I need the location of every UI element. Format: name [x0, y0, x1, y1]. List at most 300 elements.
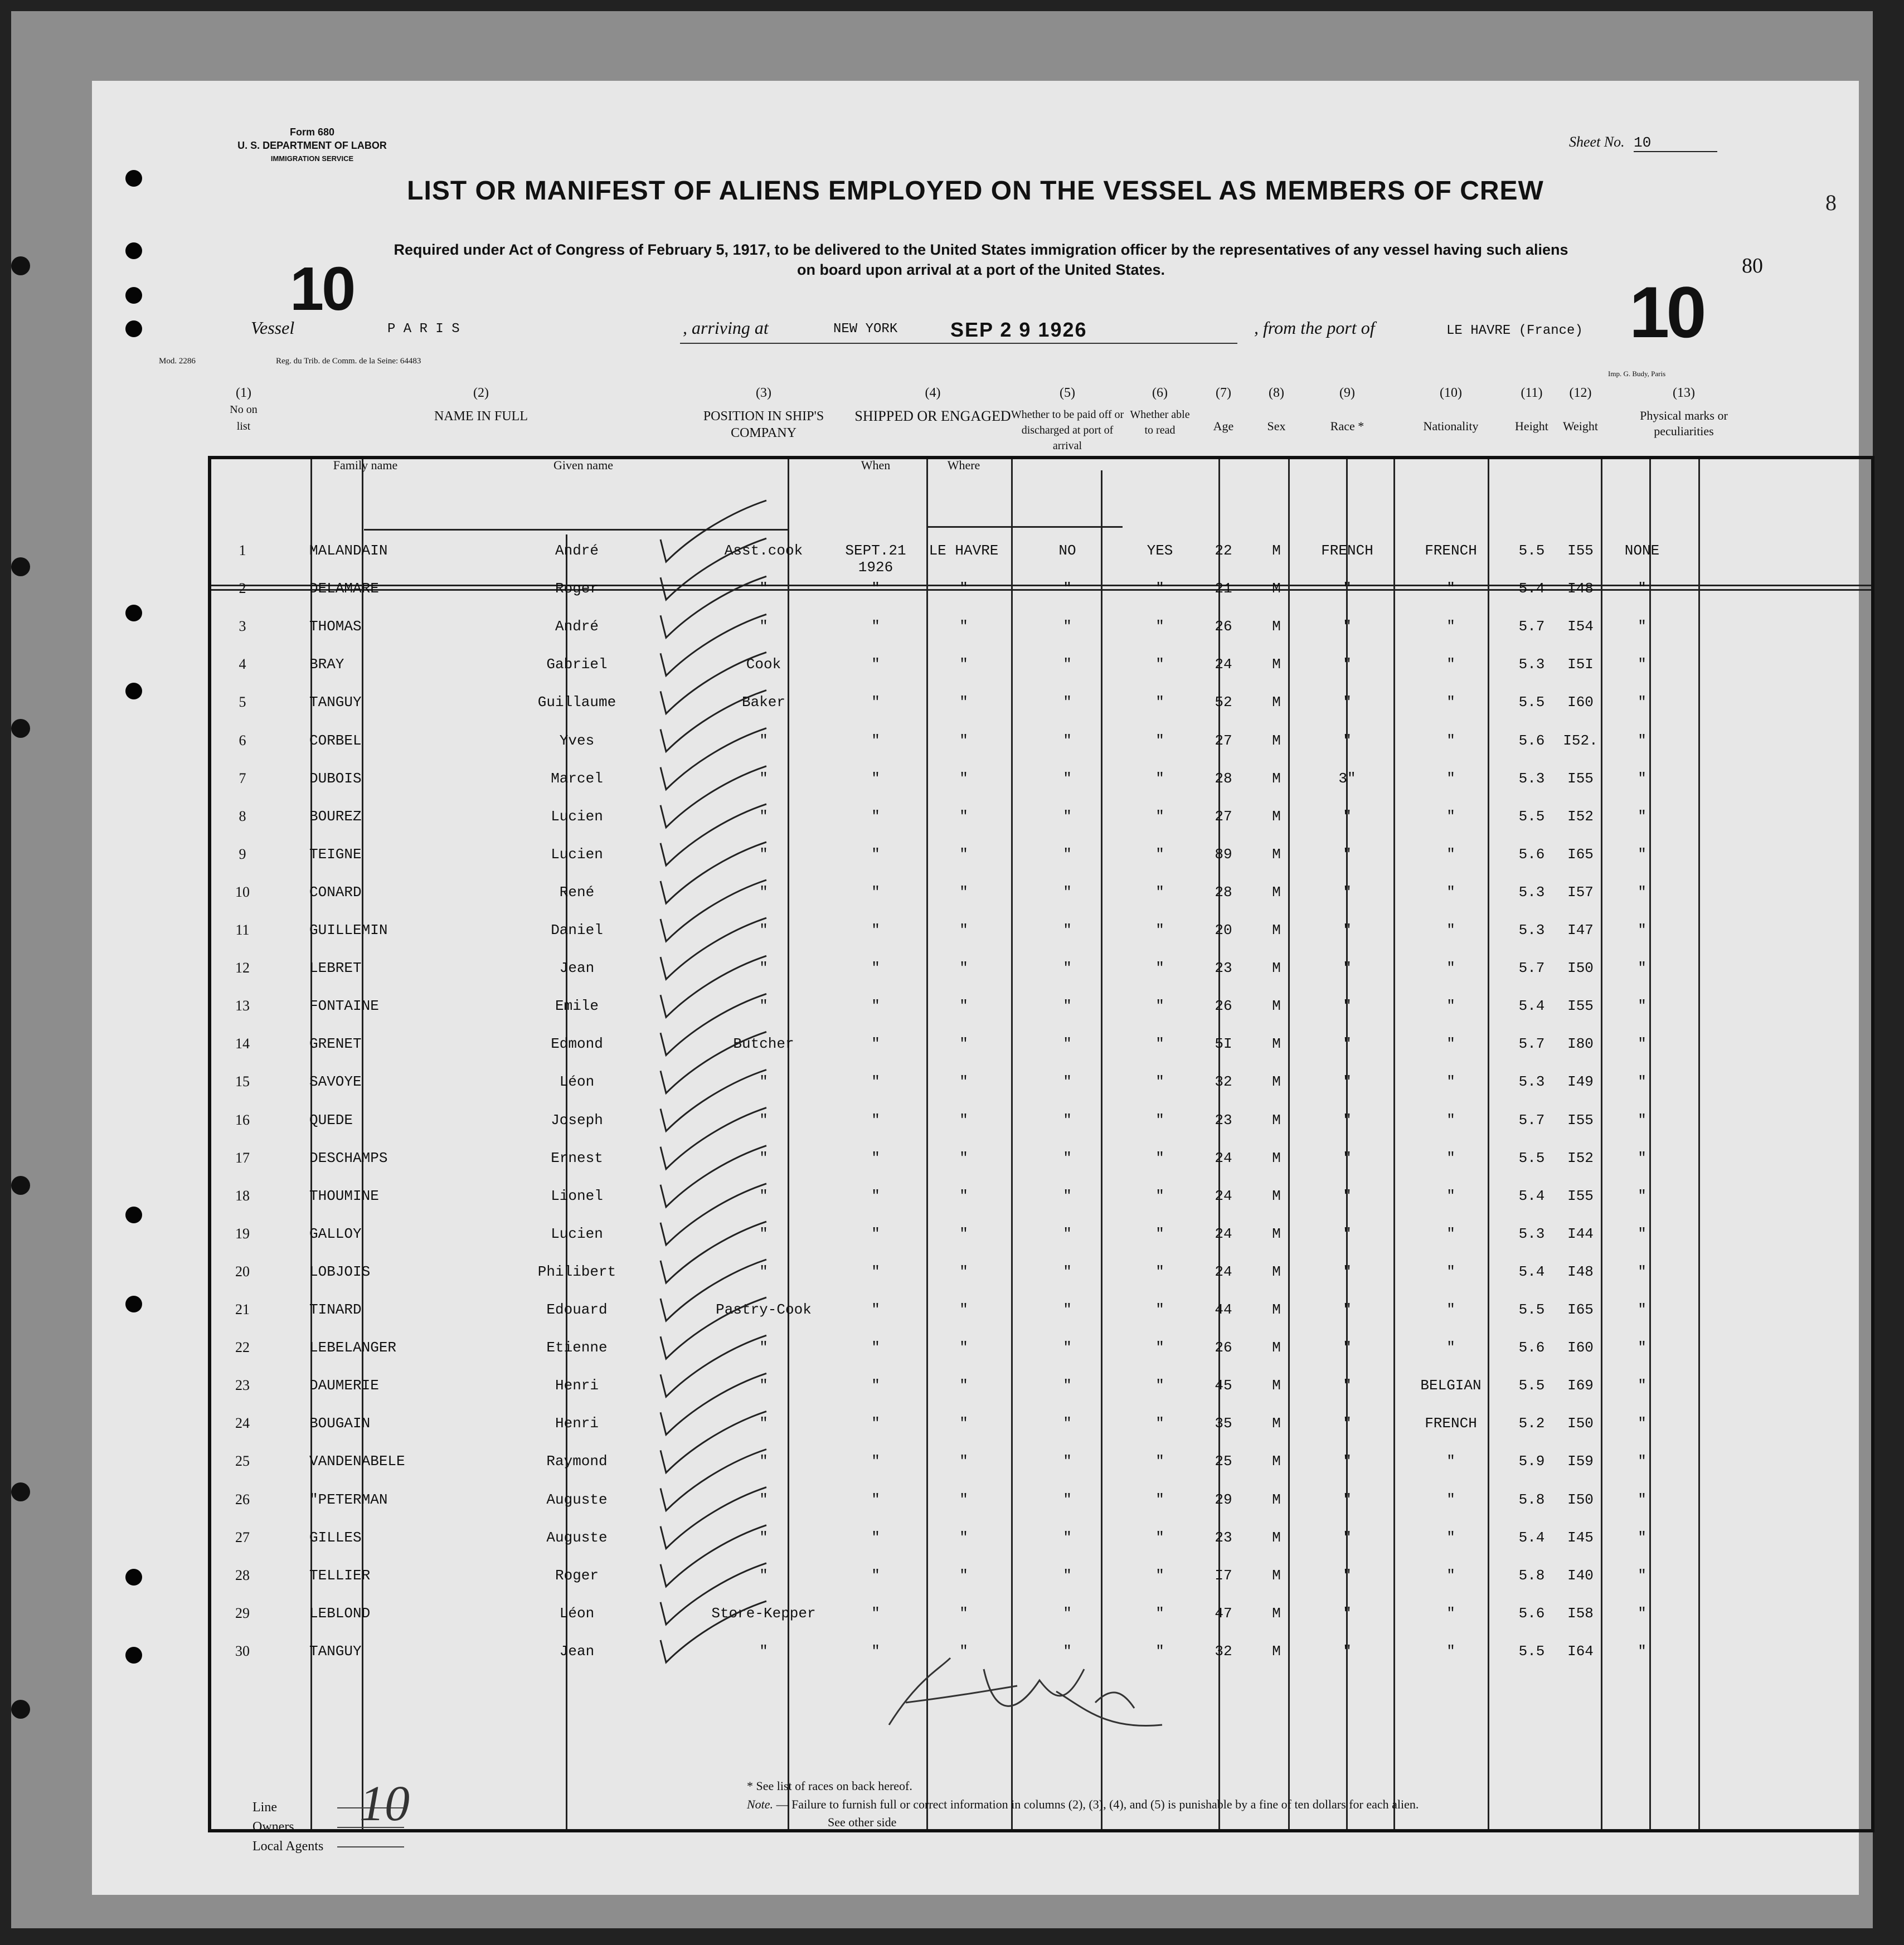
cell-no: 25	[235, 1453, 250, 1470]
col1-header: (1) No on list	[230, 386, 258, 432]
cell-marks: "	[1638, 1453, 1646, 1470]
cell-when: "	[871, 1149, 880, 1166]
cell-paid: "	[1063, 960, 1072, 977]
check-mark	[660, 1525, 766, 1587]
cell-nat: "	[1446, 1149, 1455, 1166]
punch-hole	[125, 605, 142, 621]
cell-weight: I52	[1567, 1149, 1594, 1166]
cell-weight: I52	[1567, 808, 1594, 825]
cell-paid: "	[1063, 883, 1072, 901]
check-mark	[660, 1373, 766, 1435]
cell-weight: I55	[1567, 1111, 1594, 1129]
cell-position: "	[759, 618, 768, 635]
cell-position: "	[759, 732, 768, 749]
cell-race: "	[1343, 694, 1352, 711]
manifest-sheet	[92, 81, 1859, 1895]
cell-paid: "	[1063, 1187, 1072, 1204]
cell-weight: I64	[1567, 1642, 1594, 1660]
cell-given: Léon	[559, 1604, 595, 1622]
cell-position: "	[759, 1377, 768, 1394]
cell-sex: M	[1272, 1339, 1281, 1356]
cell-given: Emile	[555, 998, 599, 1015]
check-mark	[660, 614, 766, 675]
check-mark	[660, 1487, 766, 1549]
cell-marks: "	[1638, 1604, 1646, 1622]
cell-nat: "	[1446, 580, 1455, 597]
cell-race: "	[1343, 1453, 1352, 1470]
cell-given: Léon	[559, 1073, 595, 1091]
cell-paid: "	[1063, 1073, 1072, 1091]
owners-label: Owners	[252, 1820, 294, 1834]
cell-read: "	[1155, 1377, 1164, 1394]
cell-nat: "	[1446, 694, 1455, 711]
check-mark	[660, 994, 766, 1055]
cell-weight: I50	[1567, 960, 1594, 977]
cell-sex: M	[1272, 1491, 1281, 1508]
cell-nat: "	[1446, 1453, 1455, 1470]
cell-paid: "	[1063, 1225, 1072, 1242]
cell-age: 20	[1215, 922, 1232, 939]
cell-paid: "	[1063, 922, 1072, 939]
cell-race: "	[1343, 998, 1352, 1015]
cell-position: "	[759, 1225, 768, 1242]
cell-no: 23	[235, 1377, 250, 1394]
col4-header: (4) SHIPPED OR ENGAGED	[854, 386, 1011, 424]
cell-height: 5.6	[1518, 845, 1545, 863]
cell-position: "	[759, 808, 768, 825]
col7-header: (7) Age	[1213, 386, 1234, 433]
cell-nat: "	[1446, 1187, 1455, 1204]
cell-where: "	[959, 1149, 968, 1166]
cell-given: Joseph	[551, 1111, 603, 1129]
cell-age: 28	[1215, 883, 1232, 901]
cell-read: "	[1155, 1491, 1164, 1508]
cell-paid: "	[1063, 656, 1072, 673]
cell-sex: M	[1272, 998, 1281, 1015]
cell-weight: I57	[1567, 883, 1594, 901]
cell-height: 5.4	[1518, 580, 1545, 597]
cell-where: "	[959, 1111, 968, 1129]
cell-family: LEBELANGER	[309, 1339, 397, 1356]
check-mark	[660, 918, 766, 979]
cell-read: "	[1155, 883, 1164, 901]
cell-height: 5.3	[1518, 1073, 1545, 1091]
cell-sex: M	[1272, 618, 1281, 635]
cell-family: TANGUY	[309, 694, 362, 711]
cell-paid: "	[1063, 1301, 1072, 1318]
line-label: Line	[252, 1800, 277, 1815]
cell-when: SEPT.21	[845, 542, 906, 559]
cell-position: "	[759, 580, 768, 597]
cell-given: Etienne	[546, 1339, 608, 1356]
arriving-label: , arriving at	[683, 318, 769, 338]
cell-no: 4	[239, 656, 246, 673]
cell-read: "	[1155, 922, 1164, 939]
cell-read: "	[1155, 1263, 1164, 1280]
cell-weight: I45	[1567, 1529, 1594, 1546]
cell-position: Butcher	[733, 1035, 794, 1053]
cell-race: "	[1343, 1529, 1352, 1546]
cell-family: DAUMERIE	[309, 1377, 379, 1394]
cell-race: "	[1343, 1035, 1352, 1053]
cell-race: "	[1343, 1073, 1352, 1091]
cell-nat: FRENCH	[1425, 542, 1477, 559]
cell-family: FONTAINE	[309, 998, 379, 1015]
cell-weight: I47	[1567, 922, 1594, 939]
cell-sex: M	[1272, 1377, 1281, 1394]
cell-when: "	[871, 732, 880, 749]
cell-marks: "	[1638, 1035, 1646, 1053]
cell-no: 28	[235, 1567, 250, 1583]
cell-marks: "	[1638, 1339, 1646, 1356]
races-note: * See list of races on back hereof.	[747, 1779, 912, 1793]
cell-family: DELAMARE	[309, 580, 379, 597]
cell-read: "	[1155, 580, 1164, 597]
cell-nat: "	[1446, 1604, 1455, 1622]
cell-nat: "	[1446, 1301, 1455, 1318]
cell-nat: "	[1446, 845, 1455, 863]
cell-height: 5.7	[1518, 1111, 1545, 1129]
cell-sex: M	[1272, 1529, 1281, 1546]
sheet-number: 10	[1634, 134, 1717, 152]
cell-paid: "	[1063, 1149, 1072, 1166]
inspector-signature	[872, 1636, 1184, 1747]
cell-position: Baker	[741, 694, 785, 711]
cell-nat: "	[1446, 1073, 1455, 1091]
cell-age: 24	[1215, 1187, 1232, 1204]
cell-sex: M	[1272, 580, 1281, 597]
cell-where: "	[959, 998, 968, 1015]
cell-height: 5.8	[1518, 1567, 1545, 1584]
cell-weight: I69	[1567, 1377, 1594, 1394]
cell-when: "	[871, 1111, 880, 1129]
cell-read: "	[1155, 1339, 1164, 1356]
cell-given: Guillaume	[537, 694, 616, 711]
cell-height: 5.5	[1518, 542, 1545, 559]
cell-no: 29	[235, 1604, 250, 1621]
cell-where: "	[959, 1073, 968, 1091]
cell-no: 22	[235, 1339, 250, 1356]
cell-race: "	[1343, 580, 1352, 597]
cell-age: I7	[1215, 1567, 1232, 1584]
cell-nat: "	[1446, 922, 1455, 939]
cell-family: LEBLOND	[309, 1604, 371, 1622]
sheet-number-field	[1569, 134, 1717, 152]
cell-age: 44	[1215, 1301, 1232, 1318]
cell-nat: "	[1446, 808, 1455, 825]
cell-weight: I55	[1567, 770, 1594, 787]
cell-position: "	[759, 883, 768, 901]
cell-given: Lionel	[551, 1187, 603, 1204]
cell-position: "	[759, 1567, 768, 1584]
check-mark	[660, 804, 766, 865]
cell-height: 5.4	[1518, 1187, 1545, 1204]
check-mark	[660, 1222, 766, 1283]
cell-height: 5.5	[1518, 1301, 1545, 1318]
cell-family: VANDENABELE	[309, 1453, 405, 1470]
cell-when: "	[871, 694, 880, 711]
cell-height: 5.7	[1518, 1035, 1545, 1053]
cell-paid: "	[1063, 1377, 1072, 1394]
cell-weight: I5I	[1567, 656, 1594, 673]
cell-when: "	[871, 1567, 880, 1584]
cell-nat: "	[1446, 770, 1455, 787]
cell-where: "	[959, 580, 968, 597]
cell-read: "	[1155, 808, 1164, 825]
cell-height: 5.3	[1518, 770, 1545, 787]
cell-paid: "	[1063, 732, 1072, 749]
col6-header: (6) Whether able to read	[1130, 386, 1190, 436]
cell-when: "	[871, 1377, 880, 1394]
cell-when: "	[871, 1225, 880, 1242]
cell-weight: I52.	[1563, 732, 1598, 749]
cell-read: "	[1155, 618, 1164, 635]
cell-sex: M	[1272, 770, 1281, 787]
cell-where: "	[959, 1604, 968, 1622]
see-other-side: See other side	[828, 1815, 897, 1829]
cell-height: 5.7	[1518, 618, 1545, 635]
cell-where: "	[959, 1263, 968, 1280]
cell-when: "	[871, 1415, 880, 1432]
cell-where: "	[959, 656, 968, 673]
cell-position: "	[759, 1263, 768, 1280]
penalty-note: Note. — Failure to furnish full or correct information in columns (2), (3), (4), and (5) is punishable by a fine of ten dollars for each alien.	[747, 1797, 1419, 1811]
cell-weight: I40	[1567, 1567, 1594, 1584]
cell-read: "	[1155, 1225, 1164, 1242]
cell-sex: M	[1272, 922, 1281, 939]
check-mark	[660, 1563, 766, 1625]
cell-where: "	[959, 1339, 968, 1356]
sheet-label: Sheet No.	[1569, 134, 1625, 150]
cell-race: "	[1343, 1642, 1352, 1660]
cell-where: "	[959, 694, 968, 711]
cell-when-year: 1926	[858, 559, 893, 576]
cell-family: BRAY	[309, 656, 344, 673]
binder-hole	[11, 1176, 30, 1195]
cell-when: "	[871, 998, 880, 1015]
printer: Imp. G. Budy, Paris	[1608, 369, 1666, 378]
cell-given: André	[555, 542, 599, 559]
cell-height: 5.2	[1518, 1415, 1545, 1432]
given-name-header: Given name	[553, 458, 613, 472]
cell-family: TELLIER	[309, 1567, 371, 1584]
check-mark	[660, 652, 766, 713]
cell-read: "	[1155, 1301, 1164, 1318]
cell-when: "	[871, 1263, 880, 1280]
cell-given: Jean	[559, 960, 595, 977]
cell-paid: "	[1063, 618, 1072, 635]
handwritten-number-left: 10	[290, 255, 354, 323]
cell-no: 5	[239, 694, 246, 711]
cell-read: "	[1155, 960, 1164, 977]
cell-given: Daniel	[551, 922, 603, 939]
cell-read: "	[1155, 1111, 1164, 1129]
cell-marks: "	[1638, 922, 1646, 939]
check-mark	[660, 1601, 766, 1662]
cell-height: 5.4	[1518, 998, 1545, 1015]
cell-position: "	[759, 1073, 768, 1091]
cell-height: 5.3	[1518, 883, 1545, 901]
cell-paid: "	[1063, 694, 1072, 711]
cell-race: "	[1343, 1377, 1352, 1394]
cell-age: 26	[1215, 998, 1232, 1015]
cell-weight: I55	[1567, 542, 1594, 559]
cell-nat: "	[1446, 1339, 1455, 1356]
cell-family: "PETERMAN	[309, 1491, 388, 1508]
cell-age: 32	[1215, 1073, 1232, 1091]
check-mark	[660, 1411, 766, 1472]
cell-nat: "	[1446, 998, 1455, 1015]
check-mark	[660, 842, 766, 903]
cell-age: 23	[1215, 1111, 1232, 1129]
cell-weight: I55	[1567, 1187, 1594, 1204]
cell-given: Philibert	[537, 1263, 616, 1280]
cell-read: "	[1155, 1529, 1164, 1546]
punch-hole	[125, 683, 142, 699]
cell-age: 24	[1215, 1263, 1232, 1280]
registration: Reg. du Trib. de Comm. de la Seine: 64483	[276, 357, 421, 366]
vessel-line-rule	[680, 343, 1237, 344]
cell-when: "	[871, 1453, 880, 1470]
cell-weight: I80	[1567, 1035, 1594, 1053]
cell-read: "	[1155, 845, 1164, 863]
cell-sex: M	[1272, 1263, 1281, 1280]
cell-no: 10	[235, 883, 250, 900]
cell-position: Cook	[746, 656, 781, 673]
cell-position: "	[759, 770, 768, 787]
cell-given: André	[555, 618, 599, 635]
check-mark	[660, 1260, 766, 1321]
col8-header: (8) Sex	[1267, 386, 1286, 433]
service: IMMIGRATION SERVICE	[270, 154, 354, 163]
cell-position: Pastry-Cook	[716, 1301, 812, 1318]
cell-race: "	[1343, 1263, 1352, 1280]
cell-family: LEBRET	[309, 960, 362, 977]
cell-marks: "	[1638, 1149, 1646, 1166]
cell-weight: I59	[1567, 1453, 1594, 1470]
cell-weight: I65	[1567, 845, 1594, 863]
local-agents-label: Local Agents	[252, 1839, 324, 1854]
cell-where: "	[959, 1301, 968, 1318]
cell-position: "	[759, 1111, 768, 1129]
cell-marks: "	[1638, 618, 1646, 635]
cell-read: "	[1155, 1187, 1164, 1204]
binder-hole	[11, 256, 30, 275]
cell-read: YES	[1147, 542, 1173, 559]
cell-no: 2	[239, 580, 246, 597]
owners-handwritten: 10	[360, 1776, 410, 1831]
cell-sex: M	[1272, 1187, 1281, 1204]
binder-hole	[11, 1700, 30, 1719]
cell-age: 47	[1215, 1604, 1232, 1622]
cell-paid: "	[1063, 1339, 1072, 1356]
cell-when: "	[871, 1642, 880, 1660]
cell-age: 25	[1215, 1453, 1232, 1470]
cell-age: 22	[1215, 542, 1232, 559]
cell-age: 24	[1215, 656, 1232, 673]
cell-read: "	[1155, 1149, 1164, 1166]
cell-weight: I49	[1567, 1073, 1594, 1091]
cell-no: 13	[235, 998, 250, 1014]
cell-where: "	[959, 1225, 968, 1242]
cell-position: "	[759, 1529, 768, 1546]
cell-weight: I60	[1567, 1339, 1594, 1356]
cell-family: TEIGNE	[309, 845, 362, 863]
cell-nat: BELGIAN	[1420, 1377, 1482, 1394]
cell-sex: M	[1272, 1111, 1281, 1129]
cell-when: "	[871, 1491, 880, 1508]
cell-sex: M	[1272, 542, 1281, 559]
cell-paid: "	[1063, 998, 1072, 1015]
cell-given: Jean	[559, 1642, 595, 1660]
cell-race: "	[1343, 922, 1352, 939]
cell-family: LOBJOIS	[309, 1263, 371, 1280]
from-port-label: , from the port of	[1254, 318, 1375, 338]
punch-hole	[125, 1296, 142, 1312]
cell-marks: "	[1638, 1301, 1646, 1318]
cell-race: "	[1343, 1567, 1352, 1584]
family-name-header: Family name	[333, 458, 398, 472]
cell-nat: "	[1446, 1567, 1455, 1584]
cell-given: Raymond	[546, 1453, 608, 1470]
cell-no: 17	[235, 1149, 250, 1166]
check-mark	[660, 1450, 766, 1511]
cell-read: "	[1155, 1453, 1164, 1470]
cell-weight: I58	[1567, 1604, 1594, 1622]
cell-weight: I54	[1567, 618, 1594, 635]
cell-sex: M	[1272, 1415, 1281, 1432]
cell-paid: "	[1063, 1491, 1072, 1508]
margin-mark: 8	[1825, 190, 1837, 215]
cell-when: "	[871, 656, 880, 673]
cell-family: TINARD	[309, 1301, 362, 1318]
cell-race: "	[1343, 1604, 1352, 1622]
cell-weight: I65	[1567, 1301, 1594, 1318]
cell-race: "	[1343, 732, 1352, 749]
punch-hole	[125, 242, 142, 259]
cell-sex: M	[1272, 1225, 1281, 1242]
cell-paid: "	[1063, 1567, 1072, 1584]
cell-marks: "	[1638, 1377, 1646, 1394]
cell-age: 27	[1215, 732, 1232, 749]
cell-age: 29	[1215, 1491, 1232, 1508]
cell-marks: "	[1638, 1529, 1646, 1546]
cell-nat: "	[1446, 960, 1455, 977]
vessel-label: Vessel	[251, 318, 295, 338]
cell-age: 23	[1215, 960, 1232, 977]
cell-height: 5.7	[1518, 960, 1545, 977]
cell-family: DESCHAMPS	[309, 1149, 388, 1166]
cell-read: "	[1155, 1035, 1164, 1053]
cell-height: 5.5	[1518, 808, 1545, 825]
cell-race: "	[1343, 1415, 1352, 1432]
cell-family: CONARD	[309, 883, 362, 901]
cell-read: "	[1155, 694, 1164, 711]
cell-no: 1	[239, 542, 246, 558]
cell-where: "	[959, 808, 968, 825]
cell-height: 5.9	[1518, 1453, 1545, 1470]
cell-given: Roger	[555, 580, 599, 597]
cell-where: "	[959, 732, 968, 749]
cell-age: 5I	[1215, 1035, 1232, 1053]
cell-nat: "	[1446, 656, 1455, 673]
cell-given: Ernest	[551, 1149, 603, 1166]
cell-height: 5.4	[1518, 1263, 1545, 1280]
cell-age: 21	[1215, 580, 1232, 597]
cell-paid: "	[1063, 580, 1072, 597]
cell-height: 5.4	[1518, 1529, 1545, 1546]
form-number: Form 680	[289, 127, 335, 138]
